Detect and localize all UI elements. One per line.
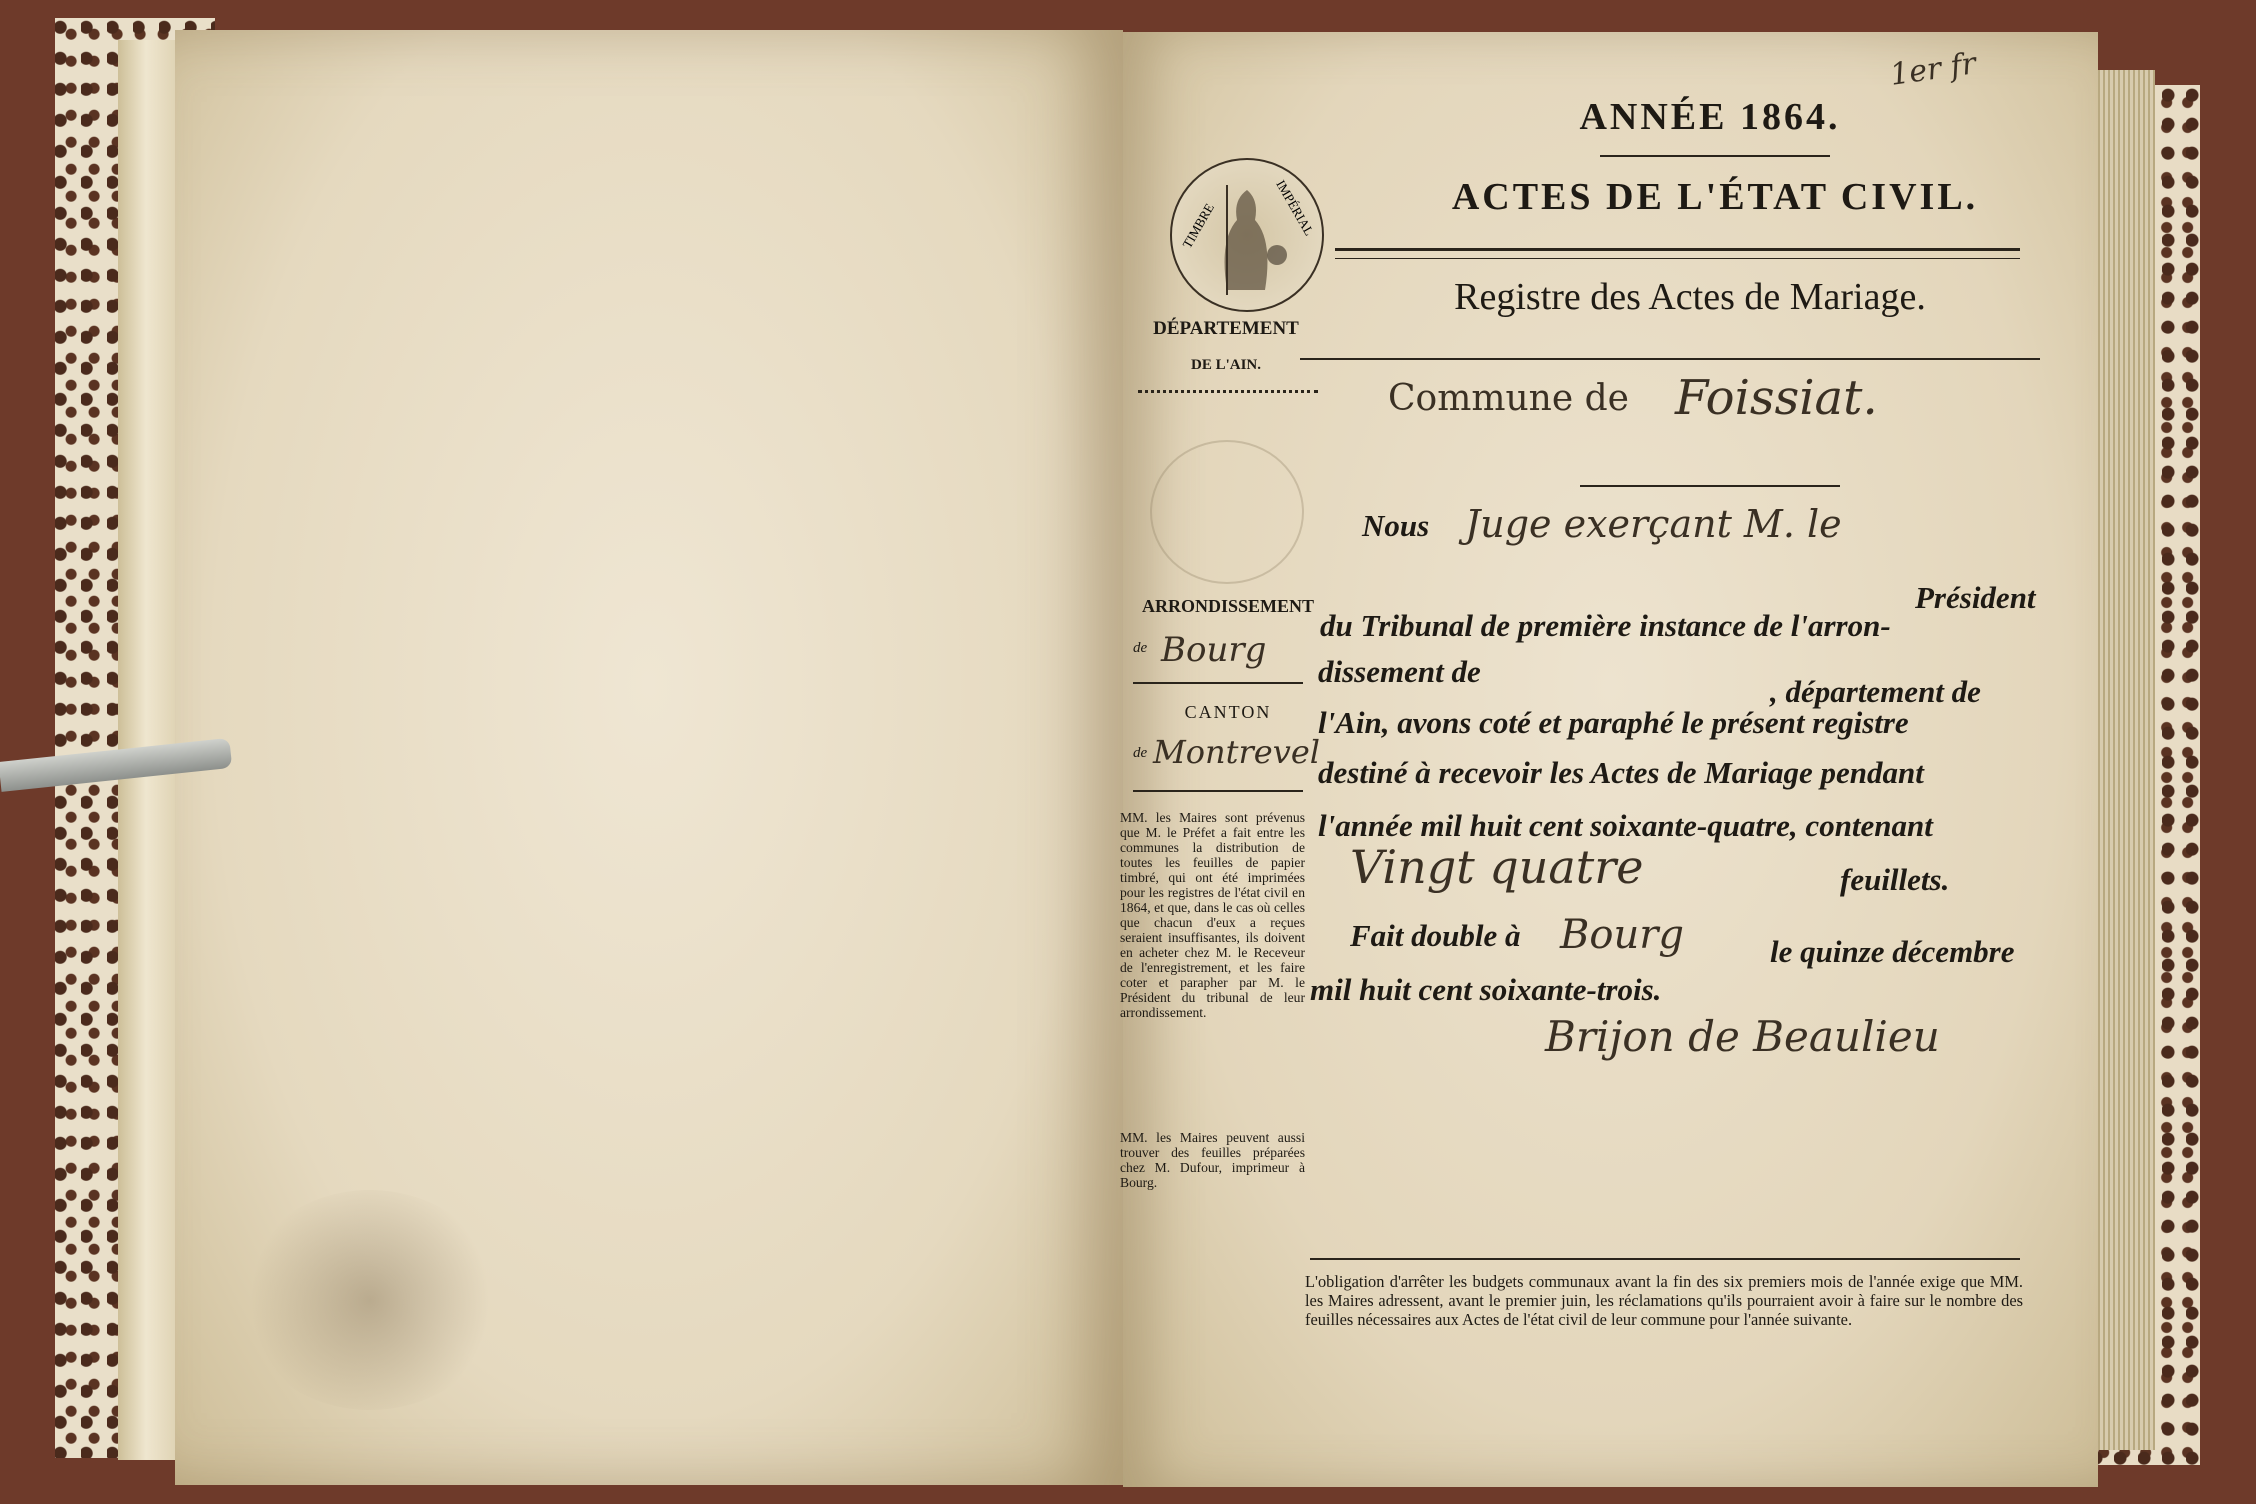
feuillets-label: feuillets.	[1840, 862, 1950, 897]
margin-rule-1	[1138, 390, 1318, 393]
canton-hand: Montrevel	[1153, 733, 1320, 771]
foxing-stain	[240, 1190, 500, 1410]
title-ornament	[1600, 155, 1830, 157]
stamp-text-timbre: TIMBRE	[1179, 200, 1217, 251]
commune-ornament	[1580, 485, 1840, 487]
embossed-seal	[1150, 440, 1304, 584]
imperial-stamp	[1170, 158, 1324, 312]
title-rule-top	[1335, 248, 2020, 251]
fait-label: Fait double à	[1350, 918, 1521, 953]
date-label: le quinze décembre	[1770, 934, 2015, 969]
nous-label: Nous	[1362, 508, 1430, 543]
canton-label: CANTON	[1184, 702, 1272, 722]
footer-rule	[1310, 1258, 2020, 1260]
nous-hand: Juge exerçant M. le	[1465, 502, 1842, 546]
margin-note-dufour: MM. les Maires peuvent aussi trouver des feuilles préparées chez M. Dufour, imprimeur à Bourg.	[1120, 1130, 1305, 1190]
registre-rule	[1300, 358, 2040, 360]
feuillets-count-hand: Vingt quatre	[1350, 840, 1644, 894]
stamp-text-imperial: IMPÉRIAL	[1273, 177, 1317, 239]
margin-note-mayors: MM. les Maires sont prévenus que M. le Préfet a fait entre les communes la distribution de toutes les feuilles de papier timbré, qui ont été imprimées pour les registres de l'état civil en 1864, et que, dans le cas où celles que chacun d'eux a reçues seraient insuffisantes, ils doivent en acheter chez M. le Receveur de l'enregistrement, et les faire coter et parapher par M. le Président du tribunal de leur arrondissement.	[1120, 810, 1305, 1020]
registre-title: Registre des Actes de Mariage.	[1454, 276, 1926, 318]
body-line-3: l'Ain, avons coté et paraphé le présent registre	[1318, 705, 1909, 740]
margin-rule-3	[1133, 790, 1303, 792]
body-line-2a: dissement de	[1318, 654, 1481, 689]
commune-label: Commune de	[1388, 378, 1629, 419]
year-title: ANNÉE 1864.	[1579, 96, 1841, 138]
arrondissement-hand: Bourg	[1161, 630, 1267, 670]
actes-title: ACTES DE L'ÉTAT CIVIL.	[1451, 176, 1979, 218]
footer-note: L'obligation d'arrêter les budgets communaux avant la fin des six premiers mois de l'année exige que MM. les Maires adressent, avant le premier juin, les réclamations qu'ils pourraient avoir à faire sur le nombre des feuilles nécessaires aux Actes de l'état civil de leur commune pour l'année suivante.	[1305, 1272, 2023, 1329]
canton-field	[1133, 735, 1333, 785]
departement-ain: DE L'AIN.	[1190, 357, 1261, 373]
body-line-4: destiné à recevoir les Actes de Mariage pendant	[1318, 755, 1924, 790]
margin-rule-2	[1133, 682, 1303, 684]
president-label: Président	[1915, 580, 2036, 615]
year-label: mil huit cent soixante-trois.	[1310, 972, 1662, 1007]
corner-annotation: 1er fr	[1887, 46, 1979, 93]
fait-place-hand: Bourg	[1560, 912, 1684, 958]
body-line-1: du Tribunal de première instance de l'arron-	[1320, 608, 1891, 643]
departement-label: DÉPARTEMENT	[1153, 318, 1299, 339]
canton-de: de	[1133, 745, 1148, 761]
page-edges-right	[2095, 70, 2155, 1450]
arrondissement-label: ARRONDISSEMENT	[1141, 596, 1315, 616]
arrondissement-field	[1133, 632, 1323, 682]
body-line-5: l'année mil huit cent soixante-quatre, contenant	[1318, 808, 1933, 843]
title-rule-bottom	[1335, 258, 2020, 259]
signature: Brijon de Beaulieu	[1545, 1012, 1940, 1061]
commune-name-hand: Foissiat.	[1675, 370, 1878, 426]
body-line-2b: , département de	[1770, 674, 1981, 709]
arrondissement-de: de	[1133, 640, 1148, 656]
